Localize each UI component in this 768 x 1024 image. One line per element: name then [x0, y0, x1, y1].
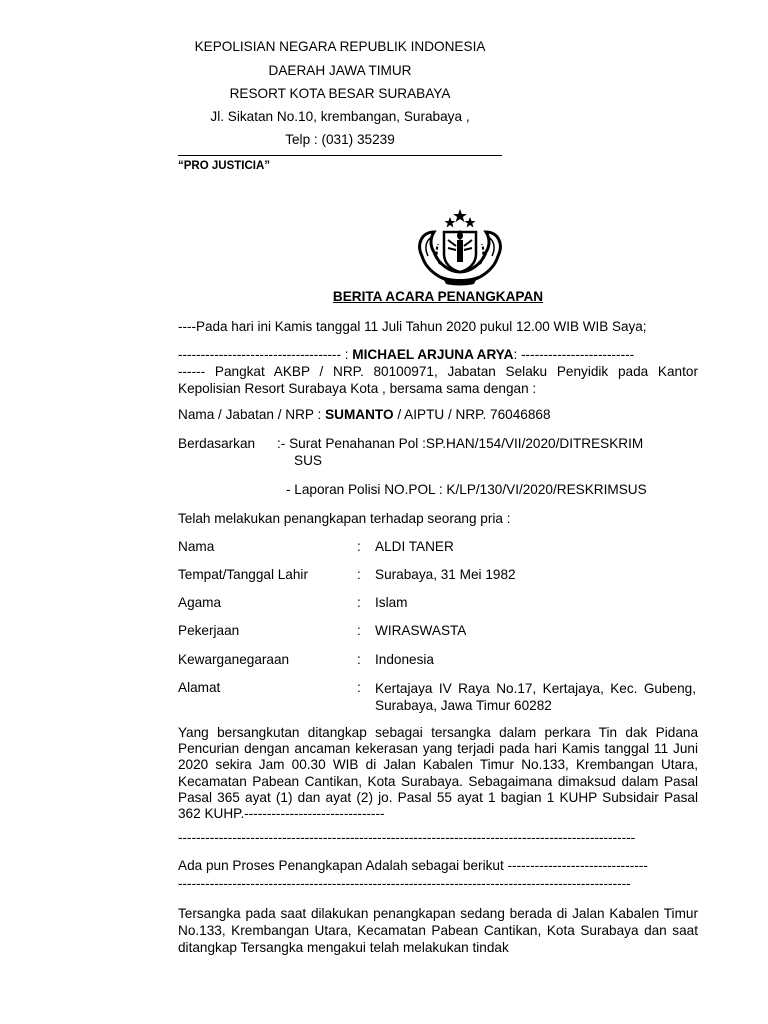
suspect-colon: :	[357, 623, 361, 638]
suspect-label-occupation: Pekerjaan	[178, 623, 240, 638]
suspect-label-address: Alamat	[178, 680, 221, 695]
suspect-colon: :	[357, 595, 361, 610]
case-dashes: -----------------------------------------------------------------------------------------------------	[178, 830, 636, 845]
companion-suffix: / AIPTU / NRP. 76046868	[393, 407, 551, 422]
process-line: Ada pun Proses Penangkapan Adalah sebagai berikut -------------------------------	[178, 858, 648, 873]
suspect-value-address: Kertajaya IV Raya No.17, Kertajaya, Kec. Gubeng, Surabaya, Jawa Timur 60282	[375, 681, 696, 713]
suspect-colon: :	[357, 680, 361, 695]
officer-lead-dashes: ------------------------------------ :	[178, 347, 353, 362]
suspect-value-occupation: WIRASWASTA	[375, 623, 467, 638]
suspect-value-birth: Surabaya, 31 Mei 1982	[375, 567, 516, 582]
companion-name: SUMANTO	[325, 407, 394, 422]
officer-name: MICHAEL ARJUNA ARYA	[352, 347, 514, 362]
suspect-colon: :	[357, 652, 361, 667]
suspect-label-religion: Agama	[178, 595, 222, 610]
header-phone: Telp : (031) 35239	[285, 132, 395, 147]
header-institution: KEPOLISIAN NEGARA REPUBLIK INDONESIA	[194, 39, 486, 54]
arrest-intro: Telah melakukan penangkapan terhadap seorang pria :	[178, 511, 511, 526]
pro-justicia-label: “PRO JUSTICIA”	[178, 160, 271, 172]
companion-prefix: Nama / Jabatan / NRP :	[178, 407, 326, 422]
basis-item-1: :- Surat Penahanan Pol :SP.HAN/154/VII/2020/DITRESKRIM	[277, 436, 644, 451]
suspect-colon: :	[357, 539, 361, 554]
basis-label: Berdasarkan	[178, 436, 256, 451]
companion-line	[178, 407, 551, 423]
suspect-value-religion: Islam	[375, 595, 408, 610]
officer-trail-dashes: : -------------------------	[513, 347, 635, 362]
suspect-value-name: ALDI TANER	[375, 539, 454, 554]
basis-item-1-cont: SUS	[294, 453, 322, 468]
suspect-label-nationality: Kewarganegaraan	[178, 652, 290, 667]
officer-details: ------ Pangkat AKBP / NRP. 80100971, Jabatan Selaku Penyidik pada Kantor Kepolisian Resort Surabaya Kota , bersama sama dengan :	[178, 364, 698, 396]
header-address: Jl. Sikatan No.10, krembangan, Surabaya ,	[210, 109, 470, 124]
case-paragraph: Yang bersangkutan ditangkap sebagai tersangka dalam perkara Tin dak Pidana Pencurian dengan ancaman kekerasan yang terjadi pada hari Kamis tanggal 11 Juni 2020 sekira Jam 00.30 WIB di Jalan Kabalen Timur No.133, Krembangan Utara, Kecamatan Pabean Cantikan, Kota Surabaya. Sebagaimana dimaksud dalam Pasal Pasal 365 ayat (1) dan ayat (2) jo. Pasal 55 ayat 1 bagian 1 KUHP Subsidair Pasal 362 KUHP.-------------------------------	[178, 725, 698, 822]
basis-item-2: - Laporan Polisi NO.POL : K/LP/130/VI/2020/RESKRIMSUS	[286, 482, 647, 497]
header-divider	[178, 155, 502, 156]
suspect-label-name: Nama	[178, 539, 215, 554]
document-title: BERITA ACARA PENANGKAPAN	[332, 289, 544, 304]
header-resort: RESORT KOTA BESAR SURABAYA	[229, 86, 451, 101]
officer-line	[178, 347, 698, 363]
intro-line: ----Pada hari ini Kamis tanggal 11 Juli Tahun 2020 pukul 12.00 WIB WIB Saya;	[178, 319, 647, 334]
header-region: DAERAH JAWA TIMUR	[268, 63, 412, 78]
final-paragraph: Tersangka pada saat dilakukan penangkapan sedang berada di Jalan Kabalen Timur No.133, Krembangan Utara, Kecamatan Pabean Cantikan, Kota Surabaya dan saat ditangkap Tersangka mengakui telah melakukan tindak	[178, 906, 698, 956]
suspect-value-nationality: Indonesia	[375, 652, 434, 667]
suspect-label-birth: Tempat/Tanggal Lahir	[178, 567, 308, 582]
process-dashes: ----------------------------------------------------------------------------------------------------	[178, 876, 631, 891]
suspect-colon: :	[357, 567, 361, 582]
police-emblem-icon	[412, 206, 508, 290]
